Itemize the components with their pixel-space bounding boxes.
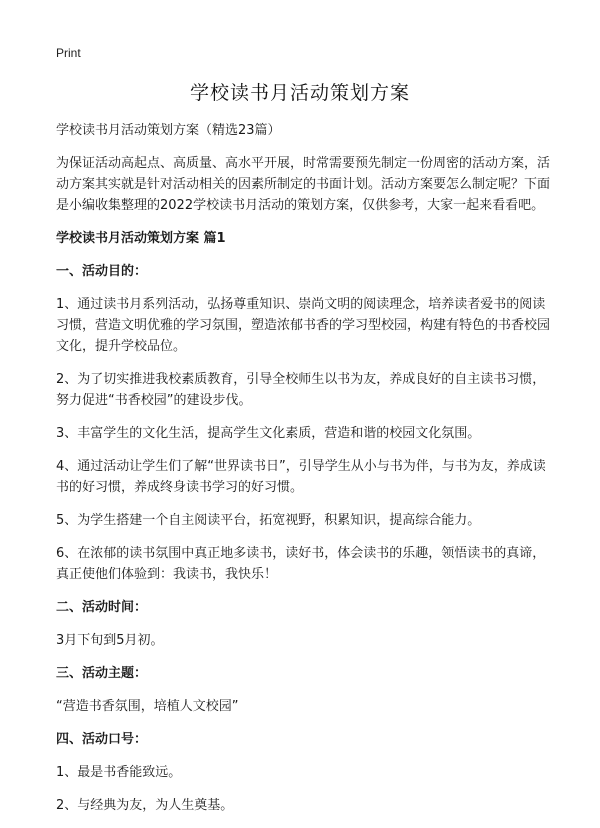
document-subtitle: 学校读书月活动策划方案（精选23篇） bbox=[56, 123, 281, 138]
theme-text: “营造书香氛围，培植人文校园” bbox=[56, 699, 239, 714]
document-title: 学校读书月活动策划方案 bbox=[189, 82, 410, 104]
goal-item: 6、在浓郁的读书氛围中真正地多读书，读好书，体会读书的乐趣，领悟读书的真谛，真正使他们体验到：我读书，我快乐！ bbox=[56, 546, 546, 582]
slogan-item: 1、最是书香能致远。 bbox=[56, 765, 182, 780]
section-heading-theme: 三、活动主题： bbox=[56, 666, 148, 681]
goal-item: 3、丰富学生的文化生活，提高学生文化素质，营造和谐的校园文化氛围。 bbox=[56, 426, 481, 441]
section-heading-slogan: 四、活动口号： bbox=[56, 732, 148, 747]
section-heading-goal: 一、活动目的： bbox=[56, 264, 148, 279]
goal-item: 4、通过活动让学生们了解“世界读书日”，引导学生从小与书为伴，与书为友，养成读书的好习惯，养成终身读书学习的好习惯。 bbox=[56, 459, 546, 495]
print-link[interactable]: Print bbox=[56, 46, 81, 60]
section-heading-time: 二、活动时间： bbox=[56, 600, 148, 615]
intro-paragraph: 为保证活动高起点、高质量、高水平开展，时常需要预先制定一份周密的活动方案，活动方案其实就是针对活动相关的因素所制定的书面计划。活动方案要怎么制定呢？下面是小编收集整理的2022学校读书月活动的策划方案，仅供参考，大家一起来看看吧。 bbox=[56, 156, 551, 213]
goal-item: 5、为学生搭建一个自主阅读平台，拓宽视野，积累知识，提高综合能力。 bbox=[56, 513, 481, 528]
time-text: 3月下旬到5月初。 bbox=[56, 633, 164, 648]
document-body bbox=[56, 120, 552, 816]
slogan-item: 2、与经典为友，为人生奠基。 bbox=[56, 798, 234, 813]
article-heading: 学校读书月活动策划方案 篇1 bbox=[56, 231, 226, 246]
goal-item: 1、通过读书月系列活动，弘扬尊重知识、崇尚文明的阅读理念，培养读者爱书的阅读习惯，营造文明优雅的学习氛围，塑造浓郁书香的学习型校园，构建有特色的书香校园文化，提升学校品位。 bbox=[56, 297, 551, 354]
goal-item: 2、为了切实推进我校素质教育，引导全校师生以书为友，养成良好的自主读书习惯，努力促进“书香校园”的建设步伐。 bbox=[56, 372, 546, 408]
